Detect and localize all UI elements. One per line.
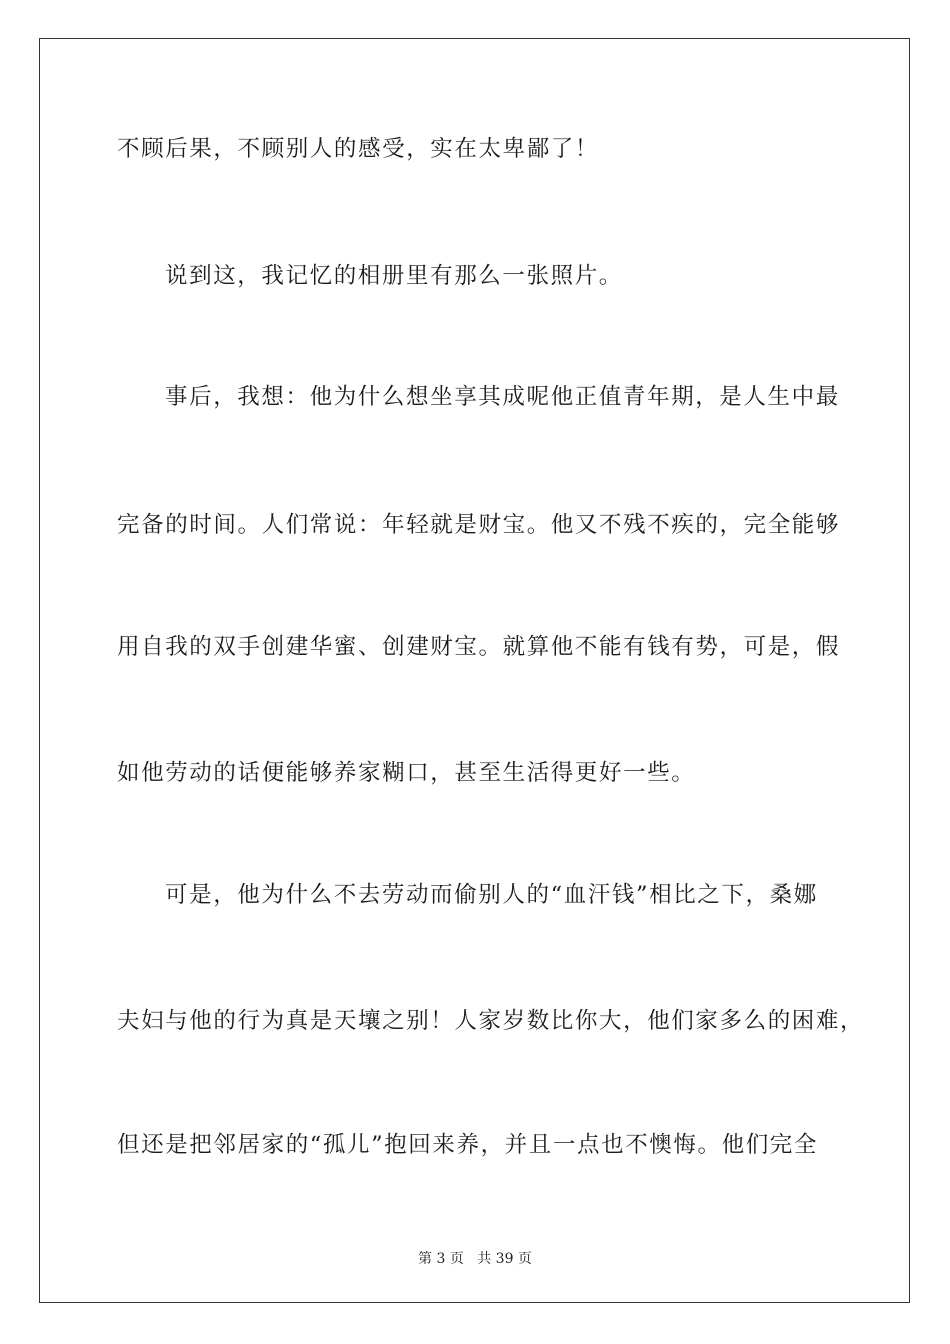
text-line-1: 不顾后果，不顾别人的感受，实在太卑鄙了！ [117, 136, 600, 162]
page-number: 第 3 页 [418, 1251, 464, 1267]
text-line-7: 可是，他为什么不去劳动而偷别人的“血汗钱”相比之下，桑娜 [165, 882, 818, 908]
text-line-3: 事后，我想：他为什么想坐享其成呢他正值青年期，是人生中最 [165, 384, 840, 410]
text-line-2: 说到这，我记忆的相册里有那么一张照片。 [165, 263, 623, 289]
page-footer [0, 1248, 950, 1268]
text-line-8: 夫妇与他的行为真是天壤之别！人家岁数比你大，他们家多么的困难， [117, 1008, 865, 1034]
text-line-4: 完备的时间。人们常说：年轻就是财宝。他又不残不疾的，完全能够 [117, 512, 841, 538]
text-line-5: 用自我的双手创建华蜜、创建财宝。就算他不能有钱有势，可是，假 [117, 634, 841, 660]
text-line-9: 但还是把邻居家的“孤儿”抱回来养，并且一点也不懊悔。他们完全 [117, 1132, 819, 1158]
page-border [39, 38, 910, 1303]
text-line-6: 如他劳动的话便能够养家糊口，甚至生活得更好一些。 [117, 760, 696, 786]
page-total: 共 39 页 [477, 1251, 532, 1267]
